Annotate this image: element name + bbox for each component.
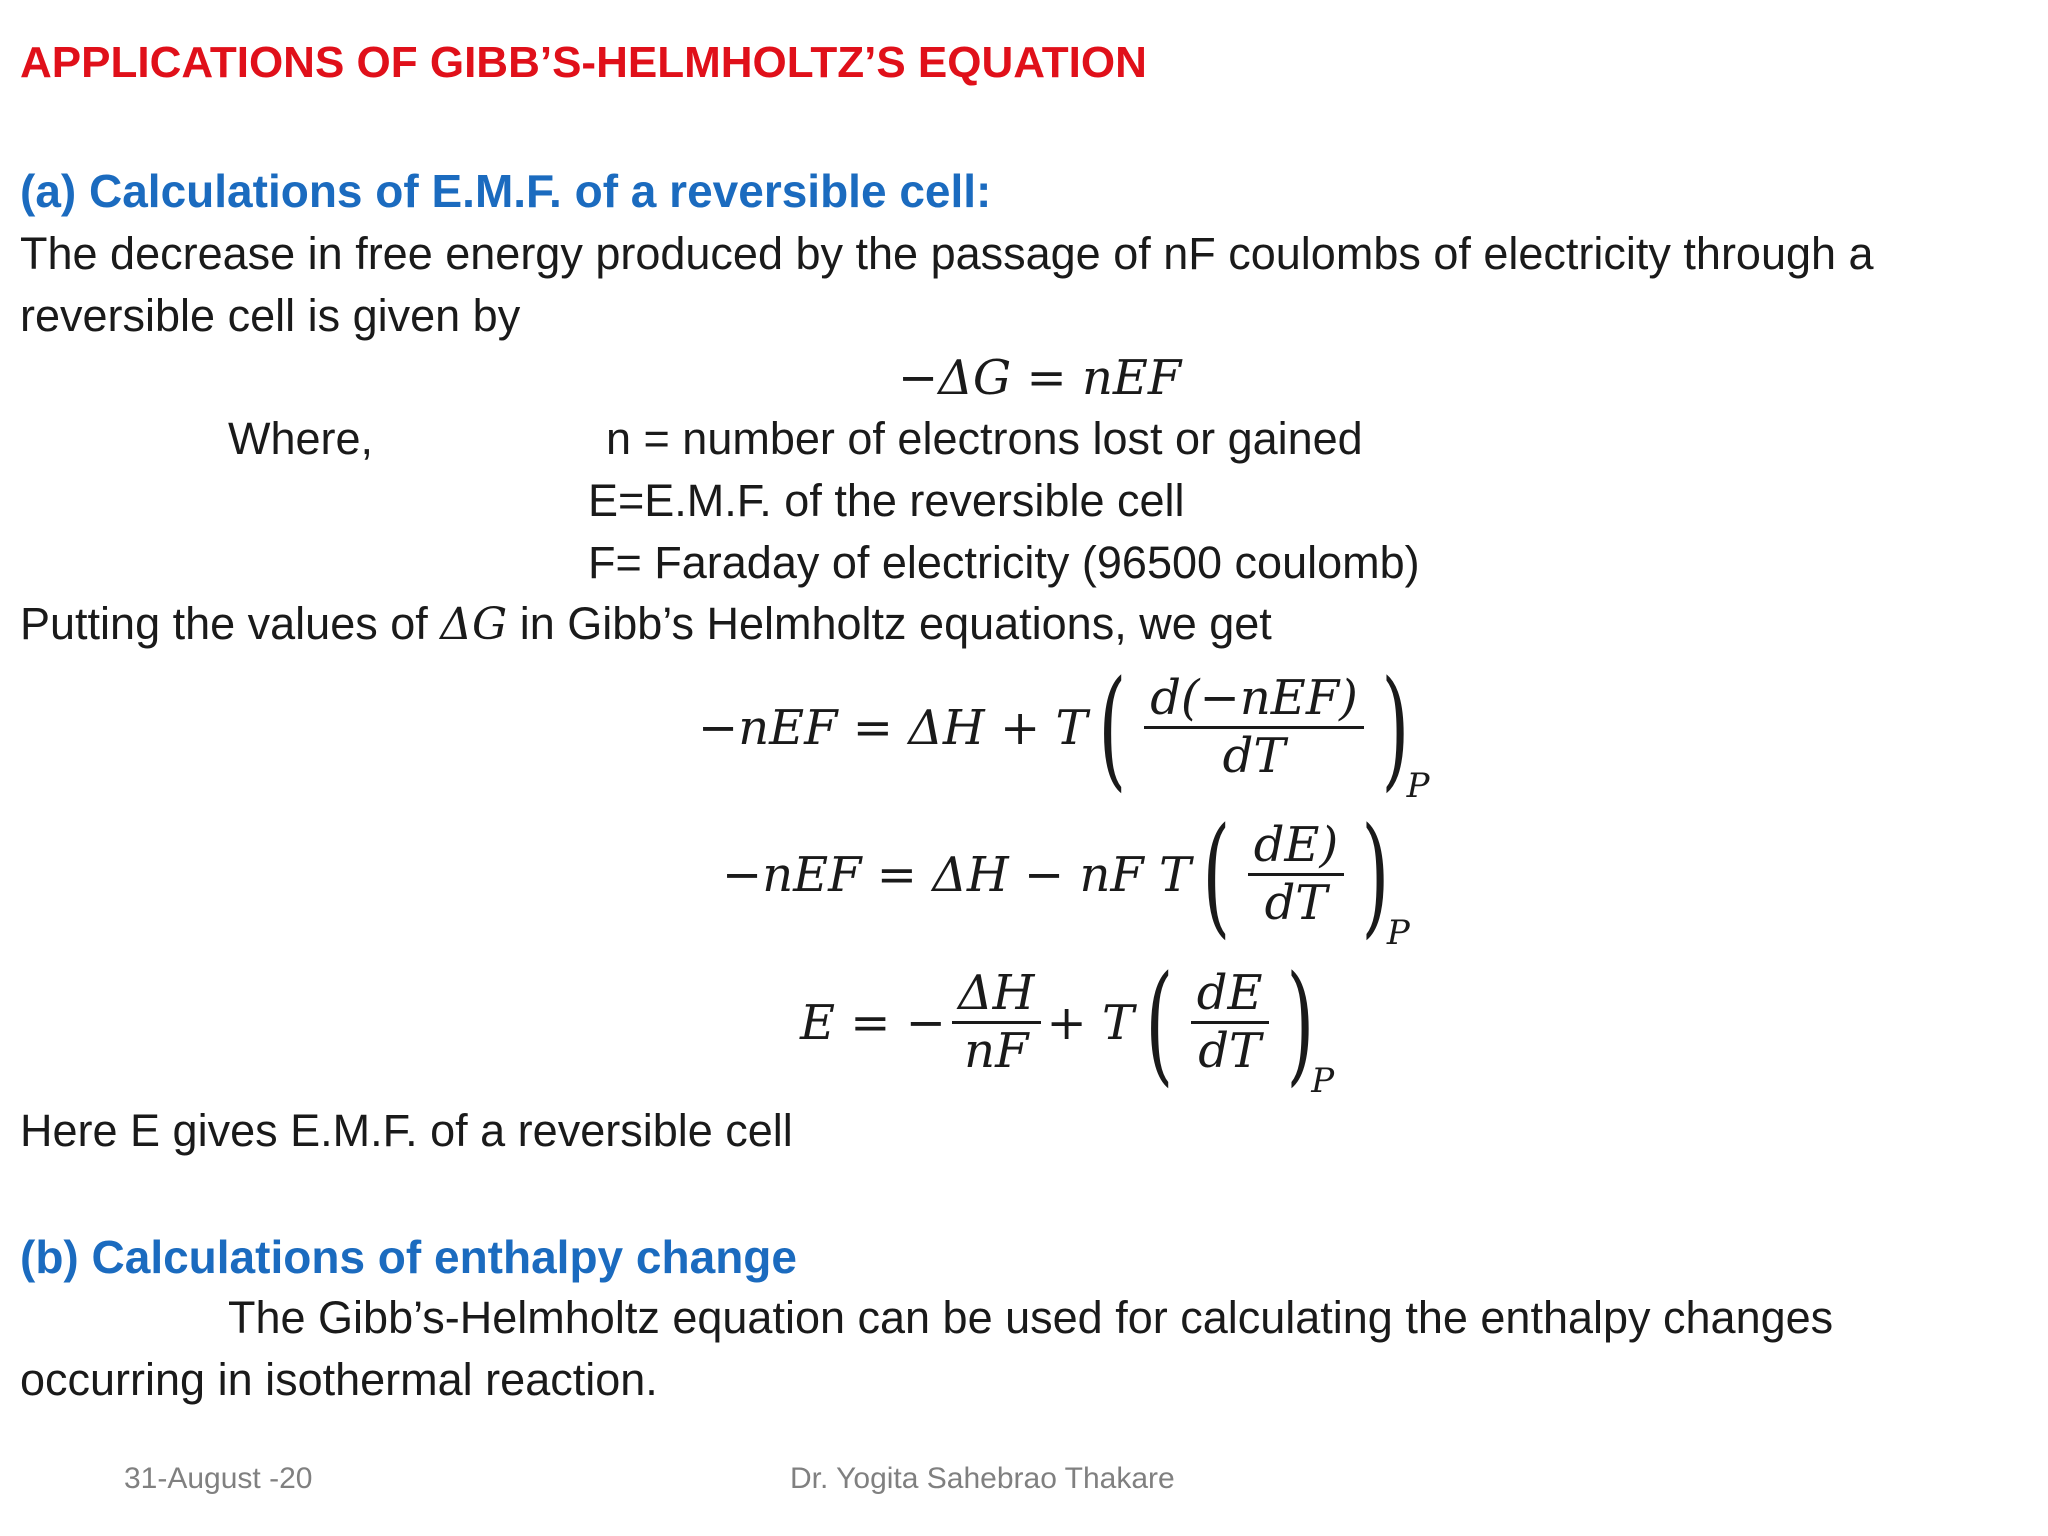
- equation-2: [722, 798, 1410, 953]
- definition-f: F= Faraday of electricity (96500 coulomb): [588, 537, 1420, 588]
- putting-prefix: Putting the values of: [20, 598, 441, 649]
- putting-suffix: in Gibb’s Helmholtz equations, we get: [507, 598, 1272, 649]
- equation-2-numerator: dE): [1248, 818, 1345, 876]
- equation-2-fraction: [1248, 818, 1345, 931]
- left-paren: (: [1098, 651, 1127, 804]
- equation-3-denominator-2: dT: [1198, 1023, 1261, 1079]
- section-b-line-2: occurring in isothermal reaction.: [20, 1354, 658, 1405]
- footer-date: 31-August -20: [124, 1462, 313, 1495]
- equation-2-lhs: −nEF = ΔH − nF T: [722, 846, 1191, 903]
- equation-1-lhs: −nEF = ΔH + T: [698, 699, 1088, 756]
- equation-3-numerator-2: dE: [1191, 966, 1269, 1024]
- equation-3-fraction-1: [952, 966, 1041, 1079]
- slide-title: APPLICATIONS OF GIBB’S-HELMHOLTZ’S EQUATION: [20, 38, 1147, 87]
- left-paren: (: [1145, 946, 1174, 1099]
- where-label: Where,: [228, 413, 374, 464]
- equation-1-fraction: [1144, 671, 1364, 784]
- section-a-line-1: The decrease in free energy produced by the passage of nF coulombs of electricity through a: [20, 228, 1874, 279]
- section-b-line-1: The Gibb’s-Helmholtz equation can be used for calculating the enthalpy changes: [228, 1292, 1834, 1343]
- equation-1-denominator: dT: [1222, 728, 1286, 784]
- right-paren: ): [1361, 798, 1390, 951]
- equation-3-fraction-2: [1191, 966, 1269, 1079]
- equation-3-subscript: P: [1311, 1060, 1335, 1101]
- left-paren: (: [1202, 798, 1231, 951]
- definition-n: n = number of electrons lost or gained: [606, 413, 1363, 464]
- section-a-line-2: reversible cell is given by: [20, 290, 521, 341]
- equation-3-numerator-1: ΔH: [952, 966, 1041, 1024]
- equation-1-numerator: d(−nEF): [1144, 671, 1364, 729]
- definition-e: E=E.M.F. of the reversible cell: [588, 475, 1185, 526]
- section-b-heading: (b) Calculations of enthalpy change: [20, 1231, 797, 1283]
- equation-free-energy: −ΔG = nEF: [898, 350, 1182, 406]
- equation-1-subscript: P: [1406, 765, 1430, 806]
- equation-3-lhs: E = −: [800, 994, 946, 1051]
- right-paren: ): [1285, 946, 1314, 1099]
- right-paren: ): [1381, 651, 1410, 804]
- section-a-heading: (a) Calculations of E.M.F. of a reversible cell:: [20, 165, 992, 217]
- equation-3-middle: + T: [1046, 994, 1135, 1051]
- equation-3: [800, 946, 1335, 1101]
- delta-g-symbol: ΔG: [440, 599, 508, 650]
- equation-2-denominator: dT: [1264, 875, 1328, 931]
- equation-3-denominator-1: nF: [964, 1023, 1029, 1079]
- putting-values-line: [20, 598, 1272, 650]
- equation-1: [698, 651, 1430, 806]
- footer-author: Dr. Yogita Sahebrao Thakare: [790, 1462, 1175, 1495]
- equation-2-subscript: P: [1386, 912, 1410, 953]
- conclusion-line: Here E gives E.M.F. of a reversible cell: [20, 1105, 793, 1156]
